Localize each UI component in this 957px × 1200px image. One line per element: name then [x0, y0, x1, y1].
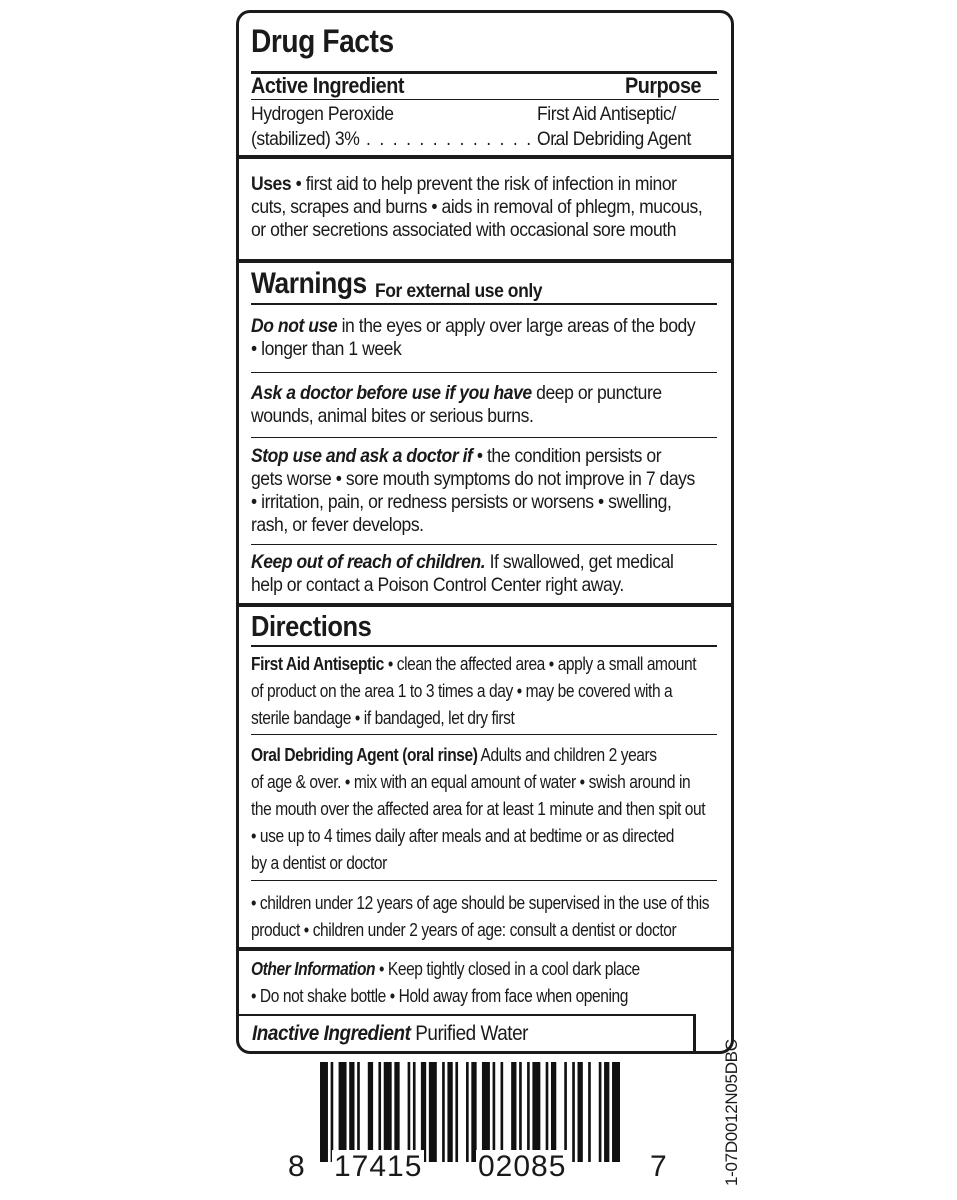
- directions-rule: [251, 645, 717, 647]
- barcode-bar: [564, 1062, 567, 1162]
- barcode-bar: [368, 1062, 373, 1162]
- section-rule-4: [239, 947, 731, 951]
- inactive-ingredient-value: Purified Water: [410, 1022, 528, 1045]
- barcode-bar: [588, 1062, 591, 1162]
- drug-facts-panel: [236, 10, 734, 1054]
- first-aid-directions: First Aid Antiseptic • clean the affected area • apply a small amount of product on the area 1 to 3 times a day • may be covered with a sterile bandage • if bandaged, let dry first: [251, 653, 697, 728]
- directions-heading: Directions: [251, 611, 372, 643]
- upc-barcode: [320, 1062, 620, 1162]
- barcode-bar: [413, 1062, 416, 1162]
- barcode-digits-left: 17415: [334, 1150, 423, 1183]
- lot-code: 1-07D0012N05DBC: [722, 1039, 741, 1186]
- barcode-bar: [493, 1062, 496, 1162]
- other-information: Other Information • Keep tightly closed in a cool dark place • Do not shake bottle • Hold away from face when opening: [251, 958, 640, 1006]
- section-rule-2: [239, 259, 731, 263]
- barcode-bar: [339, 1062, 347, 1162]
- directions-divider-2: [251, 880, 717, 881]
- inactive-ingredient-row: [236, 1014, 696, 1052]
- barcode-bar: [551, 1062, 556, 1162]
- children-directions: • children under 12 years of age should be supervised in the use of this product • children under 2 years of age: consult a dentist or doctor: [251, 892, 710, 940]
- section-rule-3: [239, 603, 731, 607]
- ask-doctor-block: Ask a doctor before use if you have deep or puncture wounds, animal bites or serious burns.: [251, 382, 662, 427]
- warnings-heading-row: [251, 267, 723, 301]
- barcode-bar: [455, 1062, 458, 1162]
- barcode-bar: [532, 1062, 540, 1162]
- purpose-heading: Purpose: [625, 73, 702, 98]
- barcode-bar: [384, 1062, 392, 1162]
- barcode-bar: [394, 1062, 399, 1162]
- warnings-rule: [251, 303, 717, 305]
- barcode-bar: [421, 1062, 426, 1162]
- barcode-bar: [331, 1062, 334, 1162]
- directions-divider-1: [251, 734, 717, 735]
- barcode-bar: [511, 1062, 516, 1162]
- barcode-bar: [572, 1062, 575, 1162]
- barcode-bar: [429, 1062, 437, 1162]
- barcode-bar: [482, 1062, 490, 1162]
- active-sub-rule: [251, 99, 719, 100]
- barcode-bar: [349, 1062, 354, 1162]
- barcode-bar: [466, 1062, 469, 1162]
- barcode-bar: [519, 1062, 522, 1162]
- do-not-use-block: Do not use in the eyes or apply over large areas of the body • longer than 1 week: [251, 315, 696, 360]
- stop-use-block: Stop use and ask a doctor if • the condition persists or gets worse • sore mouth symptoms do not improve in 7 days • irritation, pain, or redness persists or worsens • swelling, rash, or fever develops.: [251, 445, 695, 536]
- purpose-line-1: First Aid Antiseptic/: [537, 103, 676, 125]
- barcode-bar: [408, 1062, 411, 1162]
- drug-facts-title: Drug Facts: [251, 23, 394, 59]
- barcode-digits-right: 02085: [478, 1150, 567, 1183]
- warnings-heading: Warnings: [251, 267, 367, 300]
- purpose-line-2: Oral Debriding Agent: [537, 128, 691, 150]
- uses-section: Uses • first aid to help prevent the risk of infection in minor cuts, scrapes and burns • aids in removal of phlegm, mucous, or other secretions associated with occasional sore mouth: [251, 173, 703, 241]
- barcode-digit-last: 7: [650, 1150, 668, 1183]
- barcode-bar: [357, 1062, 360, 1162]
- barcode-bar: [599, 1062, 602, 1162]
- barcode-digit-first: 8: [288, 1150, 306, 1183]
- barcode-bar: [546, 1062, 549, 1162]
- barcode-bar: [442, 1062, 445, 1162]
- warnings-divider-3: [251, 544, 717, 545]
- barcode-bar: [604, 1062, 609, 1162]
- barcode-bar: [612, 1062, 620, 1162]
- warnings-divider-2: [251, 437, 717, 438]
- warnings-divider-1: [251, 372, 717, 373]
- keep-out-block: Keep out of reach of children. If swallowed, get medical help or contact a Poison Control Center right away.: [251, 551, 674, 596]
- active-ingredient-heading: Active Ingredient: [251, 73, 404, 98]
- barcode-bar: [447, 1062, 452, 1162]
- active-ingredient-section: [251, 73, 723, 157]
- warnings-subheading: For external use only: [375, 280, 543, 302]
- barcode-bar: [471, 1062, 476, 1162]
- ingredient-strength: (stabilized) 3% . . . . . . . . . . . . . . .: [251, 128, 560, 150]
- barcode-bar: [501, 1062, 504, 1162]
- inactive-ingredient-heading: Inactive Ingredient: [252, 1022, 411, 1045]
- barcode-bar: [527, 1062, 530, 1162]
- oral-debriding-directions: Oral Debriding Agent (oral rinse) Adults and children 2 years of age & over. • mix with an equal amount of water • swish around in the mouth over the affected area for at least 1 minute and then spit out • use up to 4 times daily after meals and at bedtime or as directed by a dentist or doctor: [251, 744, 706, 873]
- barcode-bar: [578, 1062, 583, 1162]
- barcode-bar: [378, 1062, 381, 1162]
- section-rule-1: [239, 155, 731, 159]
- ingredient-name: Hydrogen Peroxide: [251, 103, 394, 125]
- barcode-bar: [320, 1062, 328, 1162]
- uses-heading: Uses: [251, 173, 292, 195]
